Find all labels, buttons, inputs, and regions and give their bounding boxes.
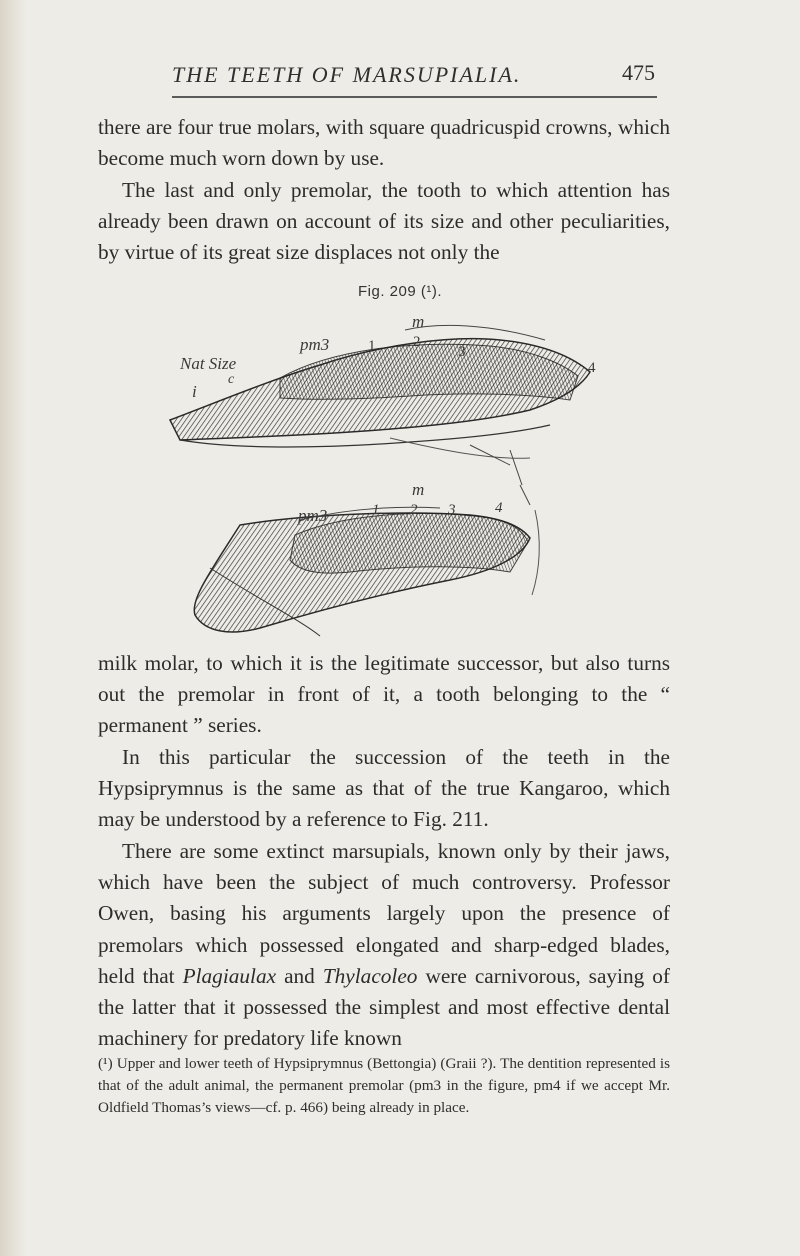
- paragraph-2: The last and only premolar, the tooth to which attention has already been drawn on account of its size and other peculiarities, by virtue of its great size displaces not only the: [98, 178, 670, 265]
- upper-molar-1: 1: [368, 338, 376, 354]
- paragraph-4: In this particular the succession of the teeth in the Hypsiprymnus is the same as that of the true Kangaroo, which may be understood by a reference to Fig. 211.: [98, 745, 670, 832]
- lower-molar-4: 4: [495, 500, 503, 516]
- incisor-label: i: [192, 382, 197, 401]
- canine-label: c: [228, 372, 235, 387]
- figure-teeth-illustration: [150, 310, 630, 640]
- upper-jaw: [170, 325, 590, 505]
- genus-thylacoleo: Thylacoleo: [322, 963, 418, 988]
- figure-caption: Fig. 209 (¹).: [357, 283, 443, 300]
- upper-molar-3: 3: [458, 344, 466, 360]
- lower-molar-3: 3: [448, 502, 456, 518]
- upper-molars-label: m: [412, 312, 425, 331]
- header-rule: [172, 96, 657, 98]
- upper-molar-4: 4: [588, 360, 596, 376]
- upper-molar-2: 2: [413, 334, 421, 350]
- paragraph-5-text-a: There are some extinct marsupials, known only by their jaws, which have been the subject of much controversy. Professor Owen, basing his arguments largely upon the presence of premolars which possessed elongated and sharp-edged blades, held that: [98, 839, 670, 988]
- lower-premolar-label: pm3: [298, 506, 328, 525]
- paragraph-1: there are four true molars, with square quadricuspid crowns, which become much worn down by use.: [98, 115, 670, 171]
- paragraph-3: milk molar, to which it is the legitimate successor, but also turns out the premolar in front of it, a tooth belonging to the “ permanent ” series.: [98, 651, 670, 738]
- genus-plagiaulax: Plagiaulax: [182, 963, 277, 988]
- footnote: (¹) Upper and lower teeth of Hypsiprymnus (Bettongia) (Graii ?). The dentition represented is that of the adult animal, the permanent premolar (pm3 in the figure, pm4 if we accept Mr. Oldfield Thomas’s views—cf. p. 466) being already in place.: [98, 1055, 670, 1116]
- lower-molar-2: 2: [410, 502, 418, 518]
- paragraph-5-and: and: [284, 963, 315, 988]
- running-title: THE TEETH OF MARSUPIALIA.: [172, 62, 522, 87]
- lower-jaw: [194, 507, 539, 636]
- page-number: 475: [622, 60, 655, 85]
- paragraph-5: [98, 836, 670, 1054]
- page-edge-shadow: [0, 0, 26, 1256]
- page-header: [0, 60, 800, 100]
- lower-molars-label: m: [412, 480, 425, 499]
- natural-size-label: Nat Size: [180, 354, 237, 373]
- upper-premolar-label: pm3: [300, 335, 330, 354]
- lower-molar-1: 1: [372, 502, 380, 518]
- paragraph-5-text-b: were carnivorous, saying of the latter that it possessed the simplest and most effective dental machinery for predatory life known: [98, 963, 671, 1051]
